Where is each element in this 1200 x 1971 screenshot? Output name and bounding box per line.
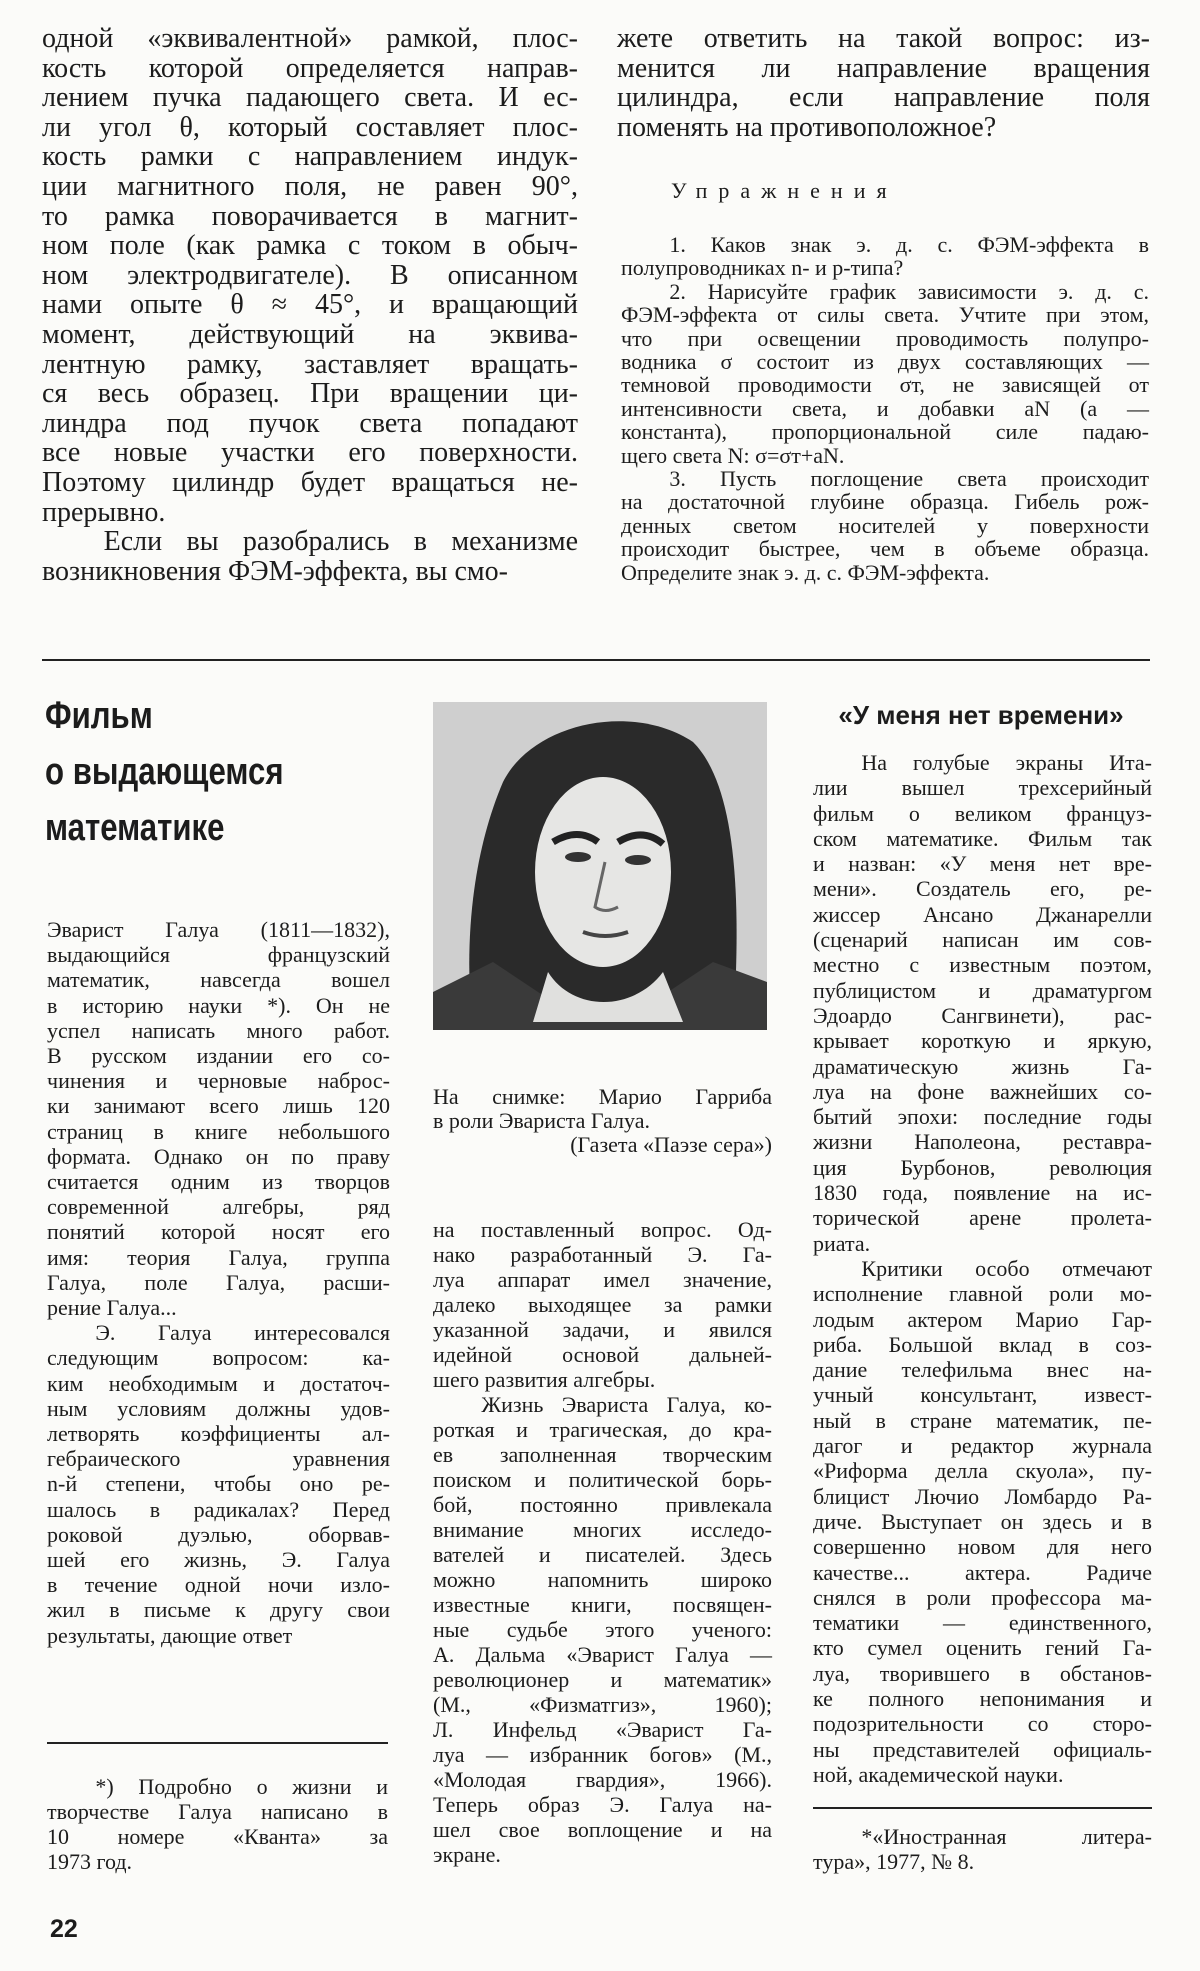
text-line: ном электродвигателе). В описанном bbox=[42, 259, 578, 291]
text-line: 1. Каков знак э. д. с. ФЭМ-эффекта в bbox=[669, 232, 1149, 257]
text-line: кто сумел оценить гений Га- bbox=[813, 1635, 1152, 1661]
text-line: 10 номере «Кванта» за bbox=[47, 1824, 388, 1849]
text-line: Л. Инфельд «Эварист Га- bbox=[433, 1717, 772, 1742]
text-line: лодым актером Марио Гар- bbox=[813, 1306, 1152, 1332]
text-line: кость рамки с направлением индук- bbox=[42, 141, 578, 173]
text-line: ный в стране математик, пе- bbox=[813, 1407, 1152, 1433]
text-line: ким необходимым и достаточ- bbox=[47, 1370, 390, 1396]
text-line: водника σ состоит из двух составляющих — bbox=[621, 349, 1149, 375]
text-line: торической арене пролета- bbox=[813, 1205, 1152, 1231]
text-line: ки занимают всего лишь 120 bbox=[47, 1093, 390, 1119]
text-line: жиссер Ансано Джанарелли bbox=[813, 901, 1152, 927]
text-line: дагог и редактор журнала bbox=[813, 1433, 1152, 1459]
exercises-heading: Упражнения bbox=[671, 178, 898, 203]
text-line: страниц в книге небольшого bbox=[47, 1118, 390, 1144]
text-line: что при освещении проводимость полупро- bbox=[621, 325, 1149, 351]
text-line: поменять на противоположное? bbox=[617, 111, 997, 143]
text-line: шел свое воплощение и на bbox=[433, 1817, 772, 1842]
text-line: чинения и черновые наброс- bbox=[47, 1068, 390, 1094]
text-line: на поставленный вопрос. Од- bbox=[433, 1217, 772, 1242]
text-line: Если вы разобрались в механизме bbox=[103, 526, 578, 558]
text-line: кость которой определяется направ- bbox=[42, 52, 578, 84]
text-line: А. Дальма «Эварист Галуа — bbox=[433, 1642, 772, 1667]
text-line: революционер и математик» bbox=[433, 1667, 772, 1692]
title-line: Фильм bbox=[45, 695, 153, 737]
page-number: 22 bbox=[50, 1915, 78, 1943]
text-line: интенсивности света, и добавки aN (a — bbox=[621, 395, 1149, 421]
text-line: Галуа, поле Галуа, расши- bbox=[47, 1269, 390, 1295]
text-line: происходит быстрее, чем в объеме образца. bbox=[621, 536, 1149, 562]
text-line: В русском издании его со- bbox=[47, 1043, 390, 1069]
text-line: Теперь образ Э. Галуа на- bbox=[433, 1792, 772, 1817]
text-line: совершенно новом для него bbox=[813, 1534, 1152, 1560]
text-line: лии вышел трехсерийный bbox=[813, 775, 1152, 801]
text-line: полупроводниках n- и p-типа? bbox=[621, 255, 904, 281]
text-line: крывает короткую и яркую, bbox=[813, 1028, 1152, 1054]
exercises-list bbox=[621, 233, 1149, 584]
middle-column-body bbox=[433, 1217, 772, 1867]
text-line: блицист Лючио Ломбардо Ра- bbox=[813, 1483, 1152, 1509]
text-line: все новые участки его поверхности. bbox=[42, 437, 578, 469]
text-line: математик, навсегда вошел bbox=[47, 967, 390, 993]
text-line: ли угол θ, который составляет плос- bbox=[42, 111, 578, 143]
text-line: линдра под пучок света попадают bbox=[42, 407, 578, 439]
text-line: ным условиям должны удов- bbox=[47, 1395, 390, 1421]
text-line: ные судьбе этого ученого: bbox=[433, 1617, 772, 1642]
text-line: можно напомнить широко bbox=[433, 1567, 772, 1592]
text-line: летворять коэффициенты ал- bbox=[47, 1421, 390, 1447]
text-line: успел написать много работ. bbox=[47, 1017, 390, 1043]
text-line: (сценарий написан им сов- bbox=[813, 927, 1152, 953]
text-line: роткая и трагическая, до кра- bbox=[433, 1417, 772, 1442]
text-line: фильм о великом француз- bbox=[813, 800, 1152, 826]
text-line: шалось в радикалах? Перед bbox=[47, 1496, 390, 1522]
text-line: 2. Нарисуйте график зависимости э. д. с. bbox=[669, 278, 1149, 304]
text-line: «Риформа делла скуола», пу- bbox=[813, 1458, 1152, 1484]
text-line: и назван: «У меня нет вре- bbox=[813, 851, 1152, 877]
text-line: в историю науки *). Он не bbox=[47, 992, 390, 1018]
text-line: Критики особо отмечают bbox=[861, 1255, 1152, 1281]
text-line: тура», 1977, № 8. bbox=[813, 1849, 975, 1874]
text-line: *) Подробно о жизни и bbox=[95, 1774, 388, 1799]
text-line: понятий которой носят его bbox=[47, 1219, 390, 1245]
text-line: вателей и писателей. Здесь bbox=[433, 1542, 772, 1567]
title-line: о выдающемся bbox=[45, 751, 284, 793]
text-line: (М., «Физматгиз», 1960); bbox=[433, 1692, 772, 1717]
text-line: Определите знак э. д. с. ФЭМ-эффекта. bbox=[621, 559, 990, 585]
text-line: ев заполненная творческим bbox=[433, 1442, 772, 1467]
text-line: «Молодая гвардия», 1966). bbox=[433, 1767, 772, 1792]
text-line: бытий эпохи: последние годы bbox=[813, 1104, 1152, 1130]
text-line: 1830 года, появление на ис- bbox=[813, 1180, 1152, 1206]
text-line: тематики — единственного, bbox=[813, 1610, 1152, 1636]
text-line: нами опыте θ ≈ 45°, и вращающий bbox=[42, 289, 578, 321]
text-line: Эварист Галуа (1811—1832), bbox=[47, 917, 390, 942]
text-line: ФЭМ-эффекта от силы света. Учтите при этом, bbox=[621, 302, 1149, 328]
text-line: имя: теория Галуа, группа bbox=[47, 1244, 390, 1270]
text-line: 1973 год. bbox=[47, 1849, 133, 1874]
text-line: современной алгебры, ряд bbox=[47, 1194, 390, 1220]
text-line: жете ответить на такой вопрос: из- bbox=[617, 23, 1150, 54]
text-line: указанной задачи, и явился bbox=[433, 1317, 772, 1342]
text-line: лентную рамку, заставляет вращать- bbox=[42, 348, 578, 380]
text-line: творчестве Галуа написано в bbox=[47, 1799, 388, 1824]
caption-line: в роли Эвариста Галуа. bbox=[433, 1108, 651, 1133]
section-divider bbox=[42, 659, 1150, 661]
text-line: ном поле (как рамка с током в обыч- bbox=[42, 230, 578, 262]
text-line: луа, творившего в обстанов- bbox=[813, 1660, 1152, 1686]
text-line: темновой проводимости σт, не зависящей от bbox=[621, 372, 1149, 398]
text-line: считается одним из творцов bbox=[47, 1169, 390, 1195]
text-line: ция Бурбонов, революция bbox=[813, 1154, 1152, 1180]
left-column-body bbox=[47, 917, 390, 1648]
text-line: бой, постоянно привлекала bbox=[433, 1492, 772, 1517]
text-line: ны представителей официаль- bbox=[813, 1736, 1152, 1762]
text-line: 3. Пусть поглощение света происходит bbox=[669, 466, 1149, 492]
text-line: идейной основой дальней- bbox=[433, 1342, 772, 1367]
text-line: Поэтому цилиндр будет вращаться не- bbox=[42, 466, 578, 498]
text-line: на достаточной глубине образца. Гибель рож- bbox=[621, 489, 1149, 515]
text-line: роковой дуэлью, оборвав- bbox=[47, 1521, 390, 1547]
portrait-photo bbox=[433, 702, 767, 1030]
text-line: ции магнитного поля, не равен 90°, bbox=[42, 170, 578, 202]
text-line: внимание многих исследо- bbox=[433, 1517, 772, 1542]
text-line: риба. Большой вклад в соз- bbox=[813, 1331, 1152, 1357]
text-line: местно с известным поэтом, bbox=[813, 952, 1152, 978]
text-line: луа на фоне важнейших со- bbox=[813, 1078, 1152, 1104]
text-line: Жизнь Эвариста Галуа, ко- bbox=[481, 1392, 772, 1417]
title-line: математике bbox=[45, 807, 225, 849]
text-line: формата. Однако он по праву bbox=[47, 1143, 390, 1169]
text-line: прерывно. bbox=[42, 496, 166, 528]
text-line: нако разработанный Э. Га- bbox=[433, 1242, 772, 1267]
text-line: мени». Создатель его, ре- bbox=[813, 876, 1152, 902]
text-line: n-й степени, чтобы оно ре- bbox=[47, 1471, 390, 1497]
text-line: ной, академической науки. bbox=[813, 1761, 1064, 1787]
text-line: поиском и политической борь- bbox=[433, 1467, 772, 1492]
text-line: то рамка поворачивается в магнит- bbox=[42, 200, 578, 232]
caption-source: (Газета «Паэзе сера») bbox=[570, 1132, 772, 1157]
text-line: подозрительности со сторо- bbox=[813, 1711, 1152, 1737]
text-line: менится ли направление вращения bbox=[617, 52, 1150, 84]
sidebar-heading: «У меня нет времени» bbox=[838, 700, 1124, 730]
text-line: экране. bbox=[433, 1842, 501, 1867]
caption-line: На снимке: Марио Гарриба bbox=[433, 1084, 772, 1109]
text-line: На голубые экраны Ита- bbox=[861, 750, 1152, 775]
text-line: учный консультант, извест- bbox=[813, 1382, 1152, 1408]
text-line: денных светом носителей у поверхности bbox=[621, 512, 1149, 538]
text-line: одной «эквивалентной» рамкой, плос- bbox=[42, 23, 578, 54]
footnote-divider bbox=[813, 1807, 1152, 1809]
text-line: гебраического уравнения bbox=[47, 1446, 390, 1472]
text-line: возникновения ФЭМ-эффекта, вы смо- bbox=[42, 555, 508, 587]
text-line: ском математике. Фильм так bbox=[813, 825, 1152, 851]
text-line: выдающийся французский bbox=[47, 942, 390, 968]
text-line: исполнение главной роли мо- bbox=[813, 1281, 1152, 1307]
text-line: ке полного непонимания и bbox=[813, 1685, 1152, 1711]
text-line: щего света N: σ=σт+aN. bbox=[621, 442, 845, 468]
right-footnote bbox=[813, 1824, 1152, 1874]
text-line: в течение одной ночи изло- bbox=[47, 1572, 390, 1598]
text-line: результаты, дающие ответ bbox=[47, 1622, 293, 1648]
photo-caption bbox=[433, 1085, 772, 1157]
text-line: луа — избранник богов» (М., bbox=[433, 1742, 772, 1767]
text-line: качестве... актера. Радиче bbox=[813, 1559, 1152, 1585]
text-line: риата. bbox=[813, 1230, 871, 1256]
text-line: лением пучка падающего света. И ес- bbox=[42, 82, 578, 114]
text-line: Эдоардо Сангвинети), рас- bbox=[813, 1002, 1152, 1028]
text-line: ся весь образец. При вращении ци- bbox=[42, 378, 578, 410]
text-line: Э. Галуа интересовался bbox=[95, 1320, 390, 1346]
text-line: далеко выходящее за рамки bbox=[433, 1292, 772, 1317]
text-line: публицистом и драматургом bbox=[813, 977, 1152, 1003]
text-line: дание телефильма внес на- bbox=[813, 1357, 1152, 1383]
text-line: константа), пропорциональной силе падаю- bbox=[621, 419, 1149, 445]
top-right-column-text bbox=[617, 24, 1150, 142]
text-line: момент, действующий на эквива- bbox=[42, 318, 578, 350]
top-left-column-text bbox=[42, 24, 578, 586]
footnote-divider bbox=[47, 1742, 388, 1744]
text-line: шей его жизнь, Э. Галуа bbox=[47, 1547, 390, 1573]
text-line: шего развития алгебры. bbox=[433, 1367, 656, 1392]
text-line: жизни Наполеона, реставра- bbox=[813, 1129, 1152, 1155]
article-title bbox=[45, 688, 284, 856]
text-line: *«Иностранная литера- bbox=[861, 1824, 1152, 1849]
text-line: снялся в роли профессора ма- bbox=[813, 1584, 1152, 1610]
right-column-body bbox=[813, 750, 1152, 1787]
text-line: луа аппарат имел значение, bbox=[433, 1267, 772, 1292]
text-line: рение Галуа... bbox=[47, 1295, 177, 1321]
left-footnote bbox=[47, 1774, 388, 1874]
text-line: диче. Выступает он здесь и в bbox=[813, 1508, 1152, 1534]
text-line: цилиндра, если направление поля bbox=[617, 82, 1150, 114]
text-line: известные книги, посвящен- bbox=[433, 1592, 772, 1617]
text-line: жил в письме к другу свои bbox=[47, 1597, 390, 1623]
text-line: драматическую жизнь Га- bbox=[813, 1053, 1152, 1079]
text-line: следующим вопросом: ка- bbox=[47, 1345, 390, 1371]
